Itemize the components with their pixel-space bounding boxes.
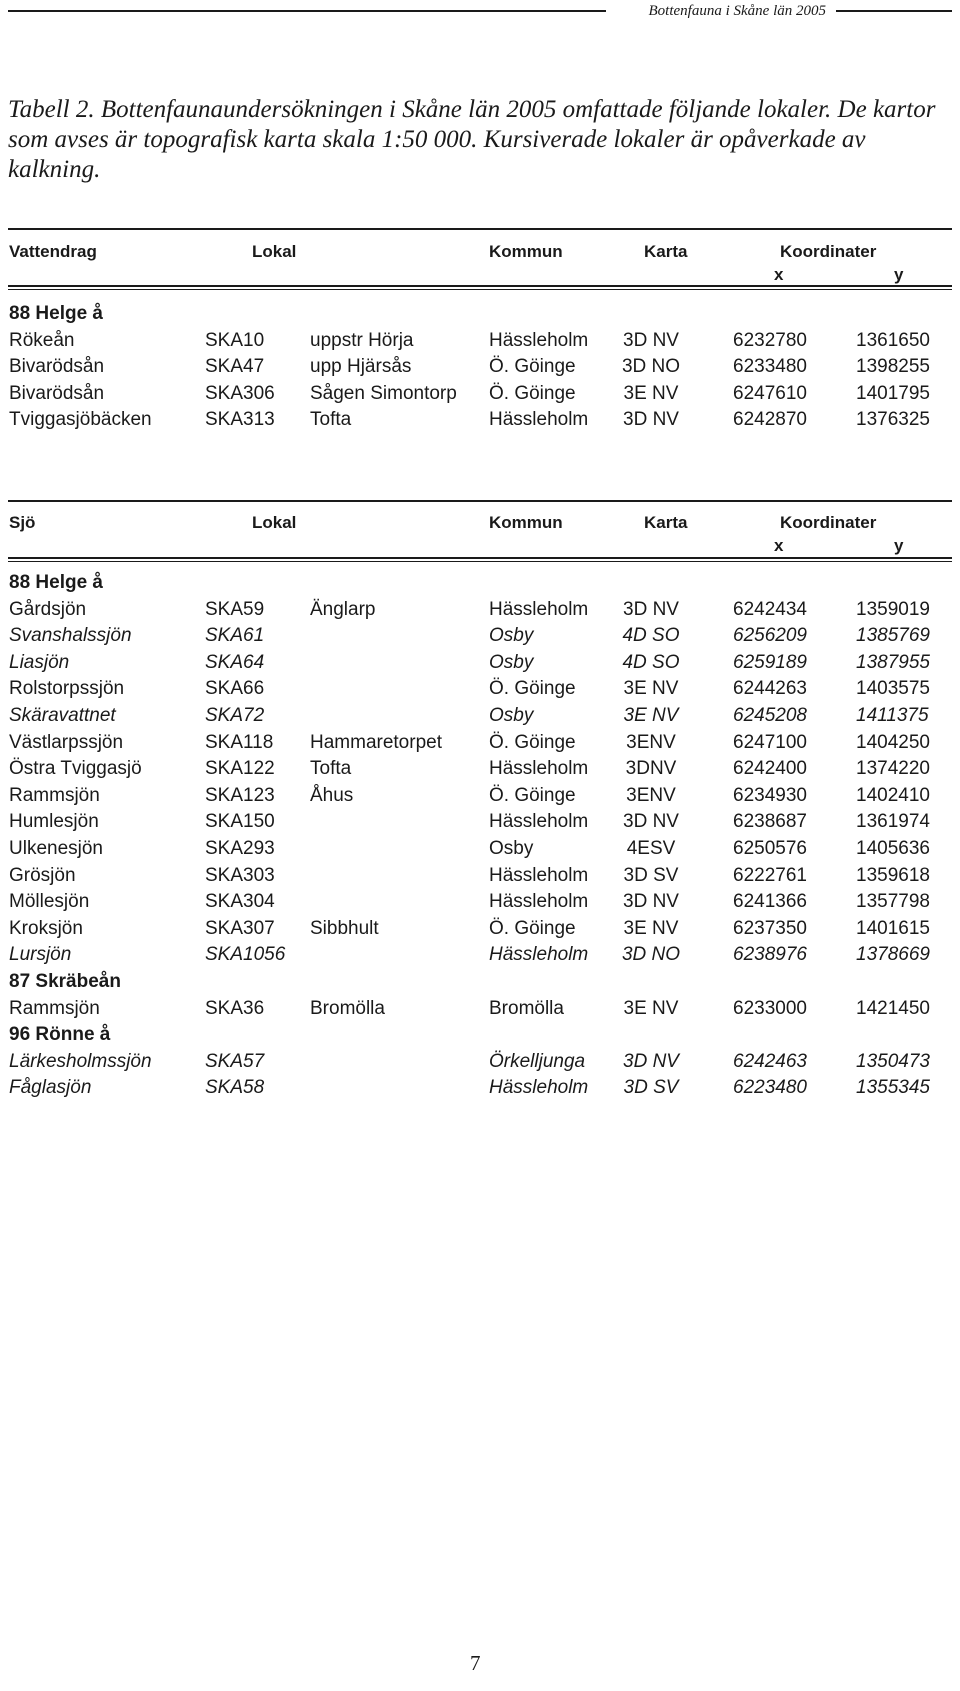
row-name: Grösjön <box>9 864 76 886</box>
row-coord-y: 1405636 <box>856 838 930 859</box>
row-name: Kroksjön <box>9 917 83 939</box>
row-coord-x: 6250576 <box>733 838 807 859</box>
col-header-kommun: Kommun <box>489 513 563 532</box>
row-code: SKA293 <box>205 838 275 859</box>
row-name: Skäravattnet <box>9 705 116 726</box>
row-code: SKA57 <box>205 1050 265 1072</box>
row-kommun: Hässleholm <box>489 811 589 833</box>
row-place: Sågen Simontorp <box>310 382 457 404</box>
group-heading: 87 Skräbeån <box>9 971 121 992</box>
row-code: SKA36 <box>205 997 265 1019</box>
row-kommun: Ö. Göinge <box>489 917 576 939</box>
row-place: Tofta <box>310 409 352 430</box>
row-name: Humlesjön <box>9 811 99 833</box>
col-header-lokal: Lokal <box>252 513 297 532</box>
row-kommun: Hässleholm <box>489 329 589 351</box>
row-code: SKA66 <box>205 678 265 700</box>
row-name: Rammsjön <box>9 784 100 806</box>
row-karta: 3D SV <box>623 1077 679 1099</box>
col-header-x: x <box>774 536 784 555</box>
row-place: Hammaretorpet <box>310 731 442 753</box>
col-header-karta: Karta <box>644 513 688 532</box>
row-kommun: Hässleholm <box>489 891 589 913</box>
row-coord-x: 6242400 <box>733 758 807 780</box>
row-coord-y: 1404250 <box>856 731 930 753</box>
row-coord-x: 6233000 <box>733 997 807 1019</box>
row-code: SKA64 <box>205 651 265 673</box>
row-coord-x: 6232780 <box>733 329 807 351</box>
row-kommun: Ö. Göinge <box>489 784 576 806</box>
row-kommun: Osby <box>489 705 534 726</box>
col-header-koordinater: Koordinater <box>780 242 877 261</box>
row-place: Änglarp <box>310 598 376 620</box>
row-kommun: Örkelljunga <box>489 1050 586 1072</box>
row-karta: 4D SO <box>622 651 680 673</box>
row-karta: 3D NV <box>623 329 679 351</box>
row-coord-x: 6237350 <box>733 917 807 939</box>
row-kommun: Osby <box>489 651 534 673</box>
row-coord-x: 6234930 <box>733 784 807 806</box>
row-code: SKA122 <box>205 758 275 780</box>
row-place: upp Hjärsås <box>310 356 412 377</box>
row-place: Åhus <box>310 784 354 806</box>
row-kommun: Hässleholm <box>489 864 589 886</box>
row-kommun: Ö. Göinge <box>489 382 576 404</box>
row-coord-y: 1355345 <box>856 1077 930 1099</box>
row-coord-y: 1398255 <box>856 356 930 377</box>
row-coord-y: 1359019 <box>856 598 930 620</box>
row-karta: 3D NV <box>623 891 679 913</box>
header-rule <box>8 10 606 12</box>
row-code: SKA307 <box>205 917 275 939</box>
row-kommun: Osby <box>489 625 534 647</box>
row-coord-y: 1387955 <box>856 651 930 673</box>
group-heading: 88 Helge å <box>9 572 103 593</box>
row-karta: 3ENV <box>626 731 676 753</box>
row-name: Fåglasjön <box>9 1077 92 1099</box>
row-kommun: Hässleholm <box>489 409 589 430</box>
row-code: SKA10 <box>205 329 265 351</box>
row-kommun: Bromölla <box>489 997 564 1019</box>
row-code: SKA1056 <box>205 944 286 966</box>
row-coord-y: 1401615 <box>856 917 930 939</box>
row-code: SKA150 <box>205 811 275 833</box>
row-name: Möllesjön <box>9 891 90 913</box>
row-coord-x: 6241366 <box>733 891 807 913</box>
row-coord-y: 1374220 <box>856 758 930 780</box>
row-karta: 3D NO <box>621 356 681 377</box>
row-kommun: Ö. Göinge <box>489 678 576 700</box>
row-code: SKA72 <box>205 705 265 726</box>
row-coord-y: 1357798 <box>856 891 930 913</box>
row-code: SKA123 <box>205 784 275 806</box>
row-coord-y: 1359618 <box>856 864 930 886</box>
row-place: uppstr Hörja <box>310 329 414 351</box>
row-coord-y: 1385769 <box>856 625 930 647</box>
row-code: SKA313 <box>205 409 275 430</box>
row-coord-y: 1378669 <box>856 944 930 966</box>
row-coord-y: 1411375 <box>856 705 929 726</box>
row-karta: 4ESV <box>626 838 676 859</box>
row-name: Rökeån <box>9 329 75 351</box>
col-header-y: y <box>894 536 904 555</box>
row-code: SKA47 <box>205 356 265 377</box>
row-code: SKA58 <box>205 1077 265 1099</box>
row-coord-x: 6238976 <box>733 944 807 966</box>
row-coord-x: 6242434 <box>733 598 807 620</box>
row-coord-x: 6256209 <box>733 625 807 647</box>
row-name: Östra Tviggasjö <box>9 758 142 780</box>
row-kommun: Ö. Göinge <box>489 731 576 753</box>
row-coord-y: 1403575 <box>856 678 930 700</box>
col-header-y: y <box>894 265 904 284</box>
row-coord-x: 6242463 <box>733 1050 807 1072</box>
row-code: SKA304 <box>205 891 275 913</box>
row-kommun: Osby <box>489 838 534 859</box>
running-title: Bottenfauna i Skåne län 2005 <box>643 0 832 22</box>
row-code: SKA61 <box>205 625 265 647</box>
row-name: Lärkesholmssjön <box>9 1050 152 1072</box>
col-header-name: Vattendrag <box>9 242 97 261</box>
row-name: Tviggasjöbäcken <box>9 409 152 430</box>
row-place: Tofta <box>310 758 352 780</box>
row-karta: 3E NV <box>623 678 679 700</box>
row-kommun: Hässleholm <box>489 1077 589 1099</box>
row-karta: 3ENV <box>626 784 676 806</box>
row-karta: 3E NV <box>623 382 679 404</box>
row-karta: 3D NV <box>623 811 679 833</box>
row-coord-x: 6233480 <box>733 356 807 377</box>
row-coord-y: 1361650 <box>856 329 930 351</box>
row-karta: 3D NV <box>623 598 679 620</box>
row-karta: 3D NO <box>621 944 681 966</box>
row-name: Västlarpssjön <box>9 731 124 753</box>
row-kommun: Hässleholm <box>489 944 589 966</box>
row-coord-x: 6259189 <box>733 651 807 673</box>
row-name: Rammsjön <box>9 997 100 1019</box>
row-code: SKA118 <box>205 731 274 753</box>
row-code: SKA306 <box>205 382 275 404</box>
row-name: Svanshalssjön <box>9 625 132 647</box>
row-code: SKA59 <box>205 598 265 620</box>
row-coord-x: 6222761 <box>733 864 807 886</box>
row-karta: 3D NV <box>623 1050 679 1072</box>
row-karta: 3E NV <box>623 705 679 726</box>
row-place: Bromölla <box>310 997 385 1019</box>
row-coord-x: 6223480 <box>733 1077 807 1099</box>
col-header-x: x <box>774 265 784 284</box>
row-karta: 3E NV <box>623 917 679 939</box>
table-caption: Tabell 2. Bottenfaunaundersökningen i Skåne län 2005 omfattade följande lokaler. De kartor som avses är topografisk karta skala 1:50 000. Kursiverade lokaler är opåverkade av kalkning. <box>8 96 936 183</box>
col-header-lokal: Lokal <box>252 242 297 261</box>
col-header-karta: Karta <box>644 242 688 261</box>
row-coord-y: 1361974 <box>856 811 930 833</box>
col-header-name: Sjö <box>9 513 36 532</box>
row-coord-x: 6245208 <box>733 705 807 726</box>
row-name: Lursjön <box>9 944 72 966</box>
row-karta: 3D SV <box>623 864 679 886</box>
row-coord-x: 6238687 <box>733 811 807 833</box>
row-name: Bivarödsån <box>9 356 105 377</box>
row-coord-x: 6244263 <box>733 678 807 700</box>
row-karta: 3D NV <box>623 409 679 430</box>
row-kommun: Hässleholm <box>489 758 589 780</box>
group-heading: 88 Helge å <box>9 303 103 324</box>
row-karta: 3DNV <box>625 758 677 780</box>
row-coord-x: 6247610 <box>733 382 807 404</box>
row-kommun: Ö. Göinge <box>489 356 576 377</box>
row-coord-y: 1401795 <box>856 382 930 404</box>
row-coord-y: 1350473 <box>856 1050 930 1072</box>
row-coord-y: 1421450 <box>856 997 930 1019</box>
row-karta: 4D SO <box>622 625 680 647</box>
row-name: Bivarödsån <box>9 382 105 404</box>
col-header-kommun: Kommun <box>489 242 563 261</box>
page-number: 7 <box>470 1651 481 1675</box>
row-name: Gårdsjön <box>9 598 87 620</box>
row-coord-x: 6247100 <box>733 731 807 753</box>
col-header-koordinater: Koordinater <box>780 513 877 532</box>
row-kommun: Hässleholm <box>489 598 589 620</box>
row-coord-y: 1376325 <box>856 409 930 430</box>
header-rule-right <box>836 10 952 12</box>
row-coord-x: 6242870 <box>733 409 807 430</box>
row-coord-y: 1402410 <box>856 784 930 806</box>
group-heading: 96 Rönne å <box>9 1024 111 1046</box>
row-code: SKA303 <box>205 864 275 886</box>
row-karta: 3E NV <box>623 997 679 1019</box>
row-place: Sibbhult <box>310 917 379 939</box>
row-name: Liasjön <box>9 651 70 673</box>
row-name: Ulkenesjön <box>9 838 103 859</box>
row-name: Rolstorpssjön <box>9 678 125 700</box>
